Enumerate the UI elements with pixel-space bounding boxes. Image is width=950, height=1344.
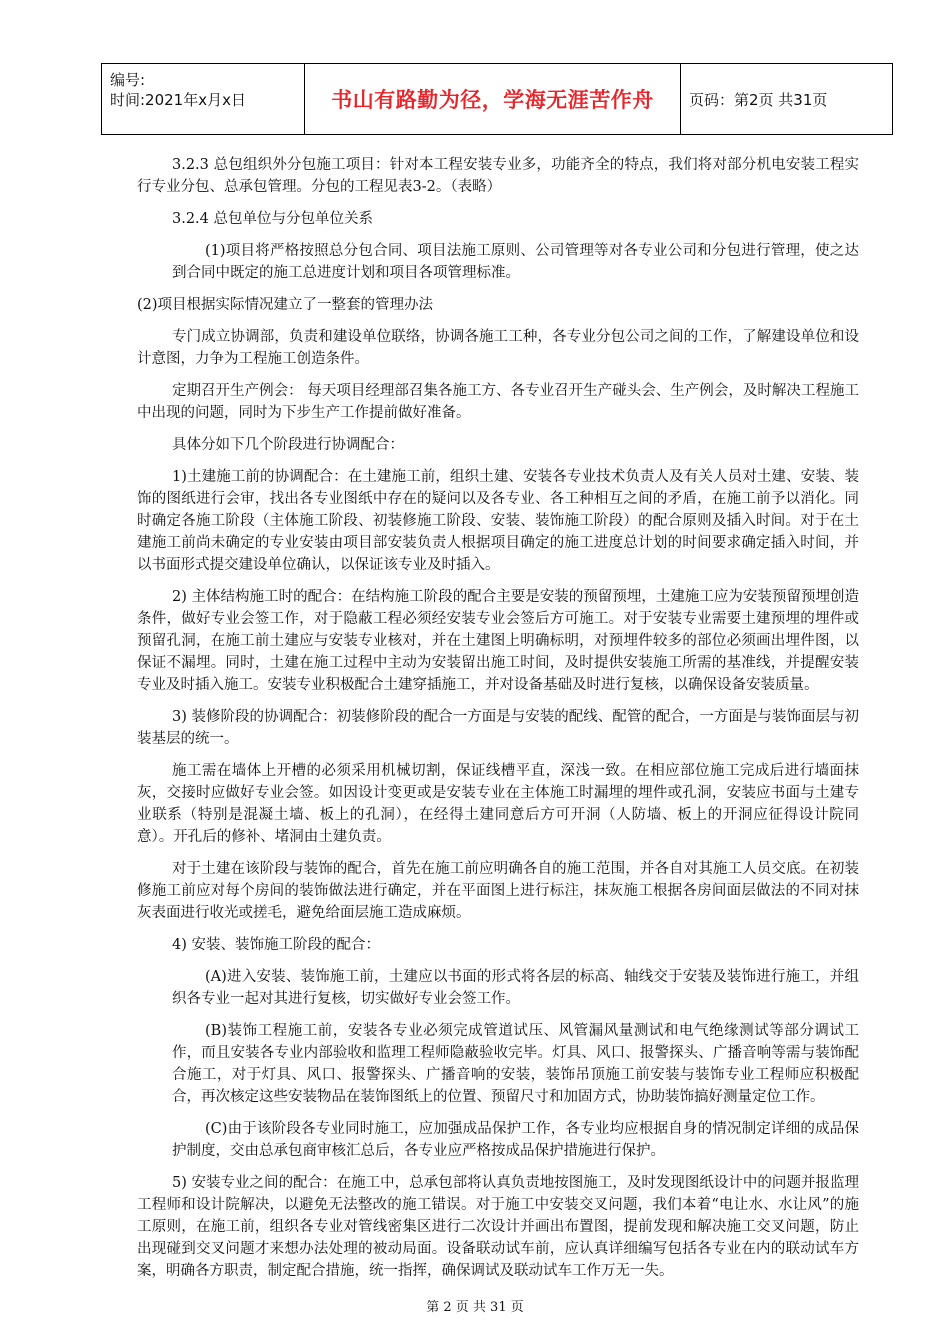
paragraph-stages-intro: 具体分如下几个阶段进行协调配合： [172,437,404,453]
document-body [137,154,859,1292]
paragraph-3-2-3: 3.2.3 总包组织外分包施工项目：针对本工程安装专业多，功能齐全的特点，我们将对部分机电安装工程实行专业分包、总承包管理。分包的工程见表3-2。（表略） [137,157,859,195]
document-number-label: 编号: [110,71,146,89]
paragraph-stage-3: 3) 装修阶段的协调配合：初装修阶段的配合一方面是与安装的配线、配管的配合，一方面是与装饰面层与初装基层的统一。 [137,709,859,747]
paragraph-stage-4-b: (B)装饰工程施工前，安装各专业必须完成管道试压、风管漏风量测试和电气绝缘测试等部分调试工作，而且安装各专业内部验收和监理工程师隐蔽验收完毕。灯具、风口、报警探头、广播音响等需与装饰配合施工，对于灯具、风口、报警探头、广播音响的安装，装饰吊顶施工前安装与装饰专业工程师应积极配合，再次核定这些安装物品在装饰图纸上的位置、预留尺寸和加固方式，协助装饰搞好测量定位工作。 [172,1023,859,1105]
paragraph-item-1: (1)项目将严格按照总分包合同、项目法施工原则、公司管理等对各专业公司和分包进行管理，使之达到合同中既定的施工总进度计划和项目各项管理标准。 [172,243,859,281]
paragraph-regular-meeting: 定期召开生产例会： 每天项目经理部召集各施工方、各专业召开生产碰头会、生产例会，及时解决工程施工中出现的问题，同时为下步生产工作提前做好准备。 [137,383,859,421]
paragraph-stage-2: 2) 主体结构施工时的配合：在结构施工阶段的配合主要是安装的预留预埋，土建施工应为安装预留预埋创造条件，做好专业会签工作，对于隐蔽工程必须经安装专业会签后方可施工。对于安装专业需要土建预埋的埋件或预留孔洞，在施工前土建应与安装专业核对，并在土建图上明确标明，对预埋件较多的部位必须画出埋件图，以保证不漏埋。同时，土建在施工过程中主动为安装留出施工时间，及时提供安装施工所需的基准线，并提醒安装专业及时插入施工。安装专业积极配合土建穿插施工，并对设备基础及时进行复核，以确保设备安装质量。 [137,589,859,693]
paragraph-stage-4-c: (C)由于该阶段各专业同时施工，应加强成品保护工作，各专业均应根据自身的情况制定详细的成品保护制度，交由总承包商审核汇总后，各专业应严格按成品保护措施进行保护。 [172,1121,859,1159]
paragraph-stage-1: 1)土建施工前的协调配合：在土建施工前，组织土建、安装各专业技术负责人及有关人员对土建、安装、装饰的图纸进行会审，找出各专业图纸中存在的疑问以及各专业、各工种相互之间的矛盾，在施工前予以消化。同时确定各施工阶段（主体施工阶段、初装修施工阶段、安装、装饰施工阶段）的配合原则及插入时间。对于在土建施工前尚未确定的专业安装由项目部安装负责人根据项目确定的施工进度总计划的时间要求确定插入时间，并以书面形式提交建设单位确认，以保证该专业及时插入。 [137,469,859,573]
heading-3-2-4: 3.2.4 总包单位与分包单位关系 [172,211,374,227]
paragraph-item-2: (2)项目根据实际情况建立了一整套的管理办法 [137,297,434,313]
document-time: 时间:2021年x月x日 [110,91,246,109]
page-header [101,63,893,135]
paragraph-stage-5: 5) 安装专业之间的配合：在施工中，总承包部将认真负责地按图施工，及时发现图纸设计中的问题并报监理工程师和设计院解决，以避免无法整改的施工错误。对于施工中安装交叉问题，我们本着“电让水、水让风”的施工原则，在施工前，组织各专业对管线密集区进行二次设计并画出布置图，提前发现和解决施工交叉问题，防止出现碰到交叉问题才来想办法处理的被动局面。设备联动试车前，应认真详细编写包括各专业在内的联动试车方案，明确各方职责，制定配合措施，统一指挥，确保调试及联动试车工作万无一失。 [137,1175,859,1279]
paragraph-stage-4: 4) 安装、装饰施工阶段的配合： [172,937,380,953]
header-slogan: 书山有路勤为径，学海无涯苦作舟 [305,64,681,134]
header-meta [102,64,305,134]
paragraph-coordination-dept: 专门成立协调部，负责和建设单位联络，协调各施工工种，各专业分包公司之间的工作，了解建设单位和设计意图，力争为工程施工创造条件。 [137,329,859,367]
paragraph-stage-3-slotting: 施工需在墙体上开槽的必须采用机械切割，保证线槽平直，深浅一致。在相应部位施工完成后进行墙面抹灰，交接时应做好专业会签。如因设计变更或是安装专业在主体施工时漏埋的埋件或孔洞，安装应书面与土建专业联系（特别是混凝土墙、板上的孔洞），在经得土建同意后方可开洞（人防墙、板上的开洞应征得设计院同意）。开孔后的修补、堵洞由土建负责。 [137,763,859,845]
header-page-info: 页码：第2页 共31页 [689,90,828,109]
paragraph-stage-4-a: (A)进入安装、装饰施工前，土建应以书面的形式将各层的标高、轴线交于安装及装饰进行施工，并组织各专业一起对其进行复核，切实做好专业会签工作。 [172,969,859,1007]
page-footer: 第 2 页 共 31 页 [426,1300,524,1315]
paragraph-stage-3-decoration: 对于土建在该阶段与装饰的配合，首先在施工前应明确各自的施工范围，并各自对其施工人员交底。在初装修施工前应对每个房间的装饰做法进行确定，并在平面图上进行标注，抹灰施工根据各房间面层做法的不同对抹灰表面进行收光或搓毛，避免给面层施工造成麻烦。 [137,861,859,921]
